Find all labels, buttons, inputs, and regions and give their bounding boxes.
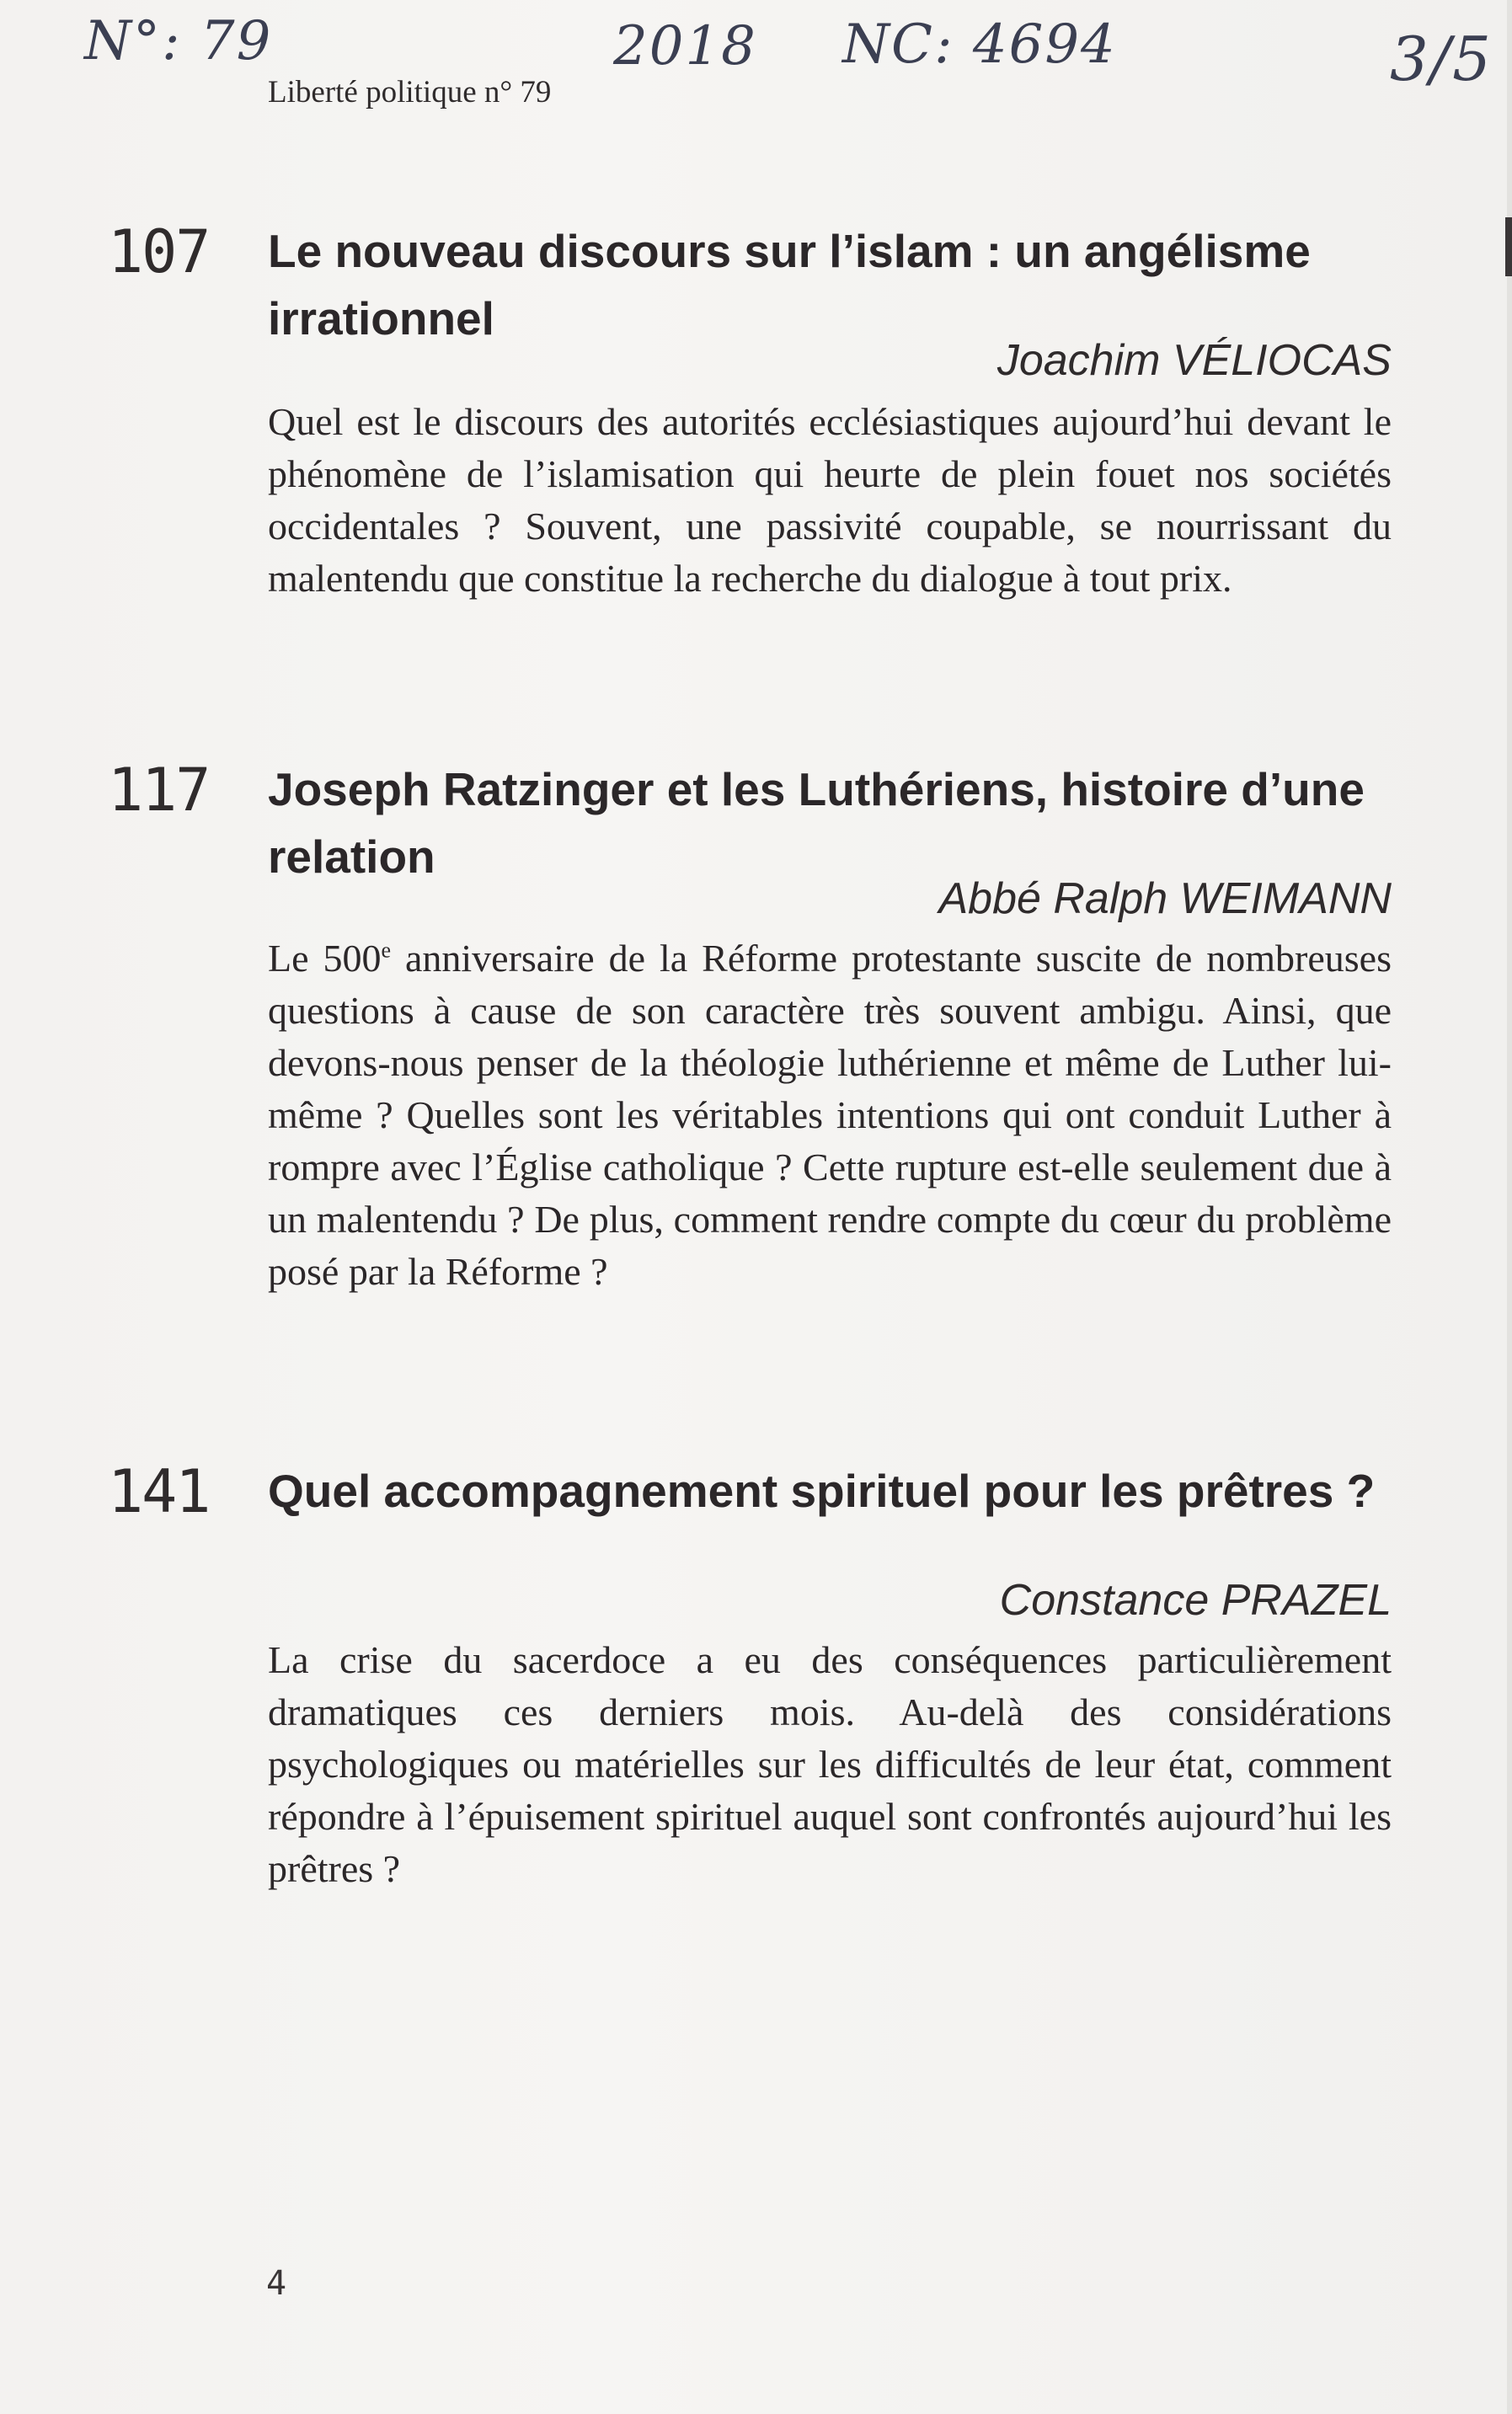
article-page-number: 141 [108, 1457, 210, 1526]
article-title: Le nouveau discours sur l’islam : un angélisme irrationnel [268, 225, 1311, 344]
handwritten-year: 2018 [613, 15, 757, 77]
article-author: Abbé Ralph WEIMANN [938, 874, 1392, 923]
handwritten-catalog-code: NC: 4694 [842, 13, 1117, 76]
article-abstract [268, 932, 1392, 1298]
article-author: Joachim VÉLIOCAS [996, 336, 1392, 385]
page-number: 4 [266, 2264, 287, 2303]
page-edge [1507, 0, 1512, 2414]
article-page-number: 107 [108, 217, 210, 286]
article-author: Constance PRAZEL [999, 1576, 1392, 1625]
handwritten-fraction: 3/5 [1390, 24, 1493, 94]
journal-header: Liberté politique n° 79 [268, 75, 552, 109]
article-abstract: La crise du sacerdoce a eu des conséquences particulièrement dramatiques ces derniers mois. Au-delà des considérations psychologiques ou matérielles sur les difficultés de leur état, comment répondre à l’épuisement spirituel auquel sont confrontés aujourd’hui les prêtres ? [268, 1638, 1392, 1890]
article-title: Joseph Ratzinger et les Luthériens, histoire d’une relation [268, 763, 1365, 883]
page-edge-tab [1505, 217, 1512, 276]
article-title: Quel accompagnement spirituel pour les prêtres ? [268, 1465, 1376, 1517]
article-page-number: 117 [108, 756, 210, 825]
abstract-prefix: Le 500 [268, 937, 382, 980]
article-abstract: Quel est le discours des autorités ecclésiastiques aujourd’hui devant le phénomène de l’islamisation qui heurte de plein fouet nos sociétés occidentales ? Souvent, une passivité coupable, se nourrissant du malentendu que constitue la recherche du dialogue à tout prix. [268, 400, 1392, 600]
handwritten-issue-number: N°: 79 [84, 10, 273, 72]
abstract-body: anniversaire de la Réforme protestante suscite de nombreuses questions à cause de son caractère très souvent ambigu. Ainsi, que devons-nous penser de la théologie luthérienne et même de Luther lui-même ? Quelles sont les véritables intentions qui ont conduit Luther à rompre avec l’Église catholique ? Cette rupture est-elle seulement due à un malentendu ? De plus, comment rendre compte du cœur du problème posé par la Réforme ? [268, 937, 1392, 1293]
ordinal-superscript: e [381, 937, 392, 963]
